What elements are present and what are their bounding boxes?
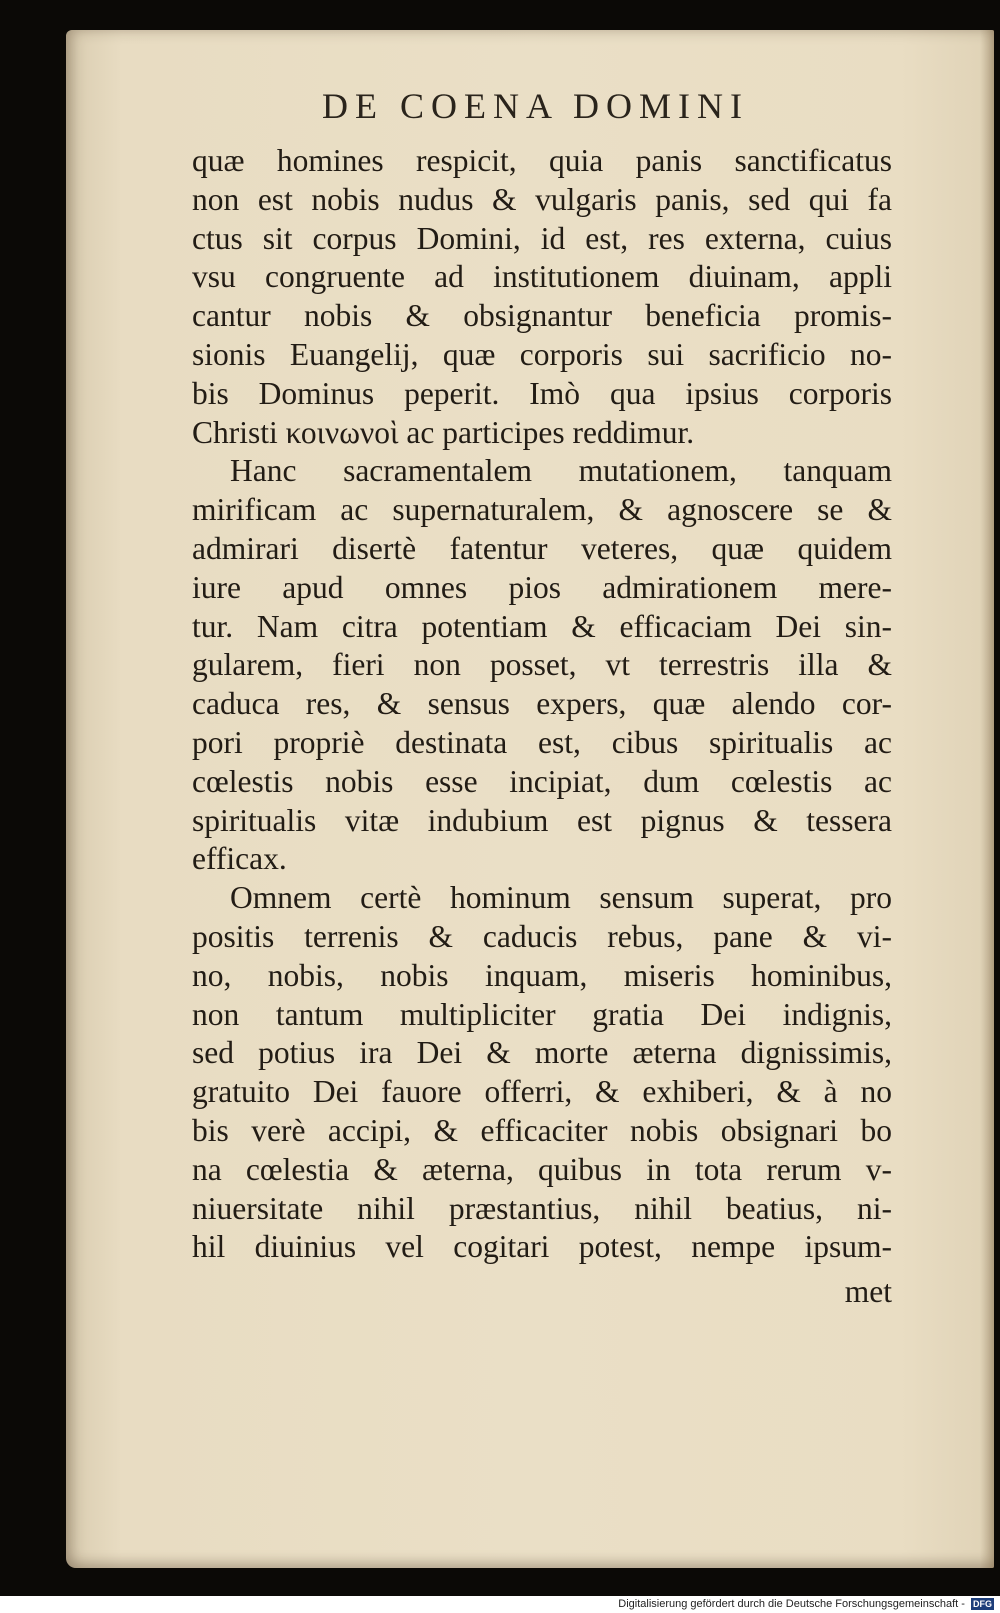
text-line: gratuito Dei fauore offerri, & exhiberi, & à no (192, 1074, 892, 1110)
page-edge-shadow (980, 30, 994, 1568)
text-line: spiritualis vitæ indubium est pignus & tessera (192, 802, 892, 838)
text-line: pori propriè destinata est, cibus spiritualis ac (192, 724, 892, 760)
text-line: efficax. (192, 841, 287, 877)
text-line: Hanc sacramentalem mutationem, tanquam (230, 453, 892, 489)
paragraph-3 (192, 879, 892, 1267)
running-head: DE COENA DOMINI (322, 86, 749, 126)
dfg-logo: DFG (973, 1599, 992, 1610)
text-line: hil diuinius vel cogitari potest, nempe ipsum- (192, 1229, 892, 1265)
paragraph-2 (192, 452, 892, 879)
digitization-footer (618, 1598, 994, 1610)
text-line: cœlestis nobis esse incipiat, dum cœlestis ac (192, 763, 892, 799)
text-line: niuersitate nihil præstantius, nihil beatius, ni- (192, 1190, 892, 1226)
text-line: admirari disertè fatentur veteres, quæ quidem (192, 530, 892, 566)
text-line: gularem, fieri non posset, vt terrestris illa & (192, 647, 892, 683)
text-line: Omnem certè hominum sensum superat, pro (230, 880, 892, 916)
text-line: bis verè accipi, & efficaciter nobis obsignari bo (192, 1112, 892, 1148)
text-line: non tantum multipliciter gratia Dei indignis, (192, 996, 892, 1032)
paragraph-1 (192, 142, 892, 452)
text-line: positis terrenis & caducis rebus, pane & vi- (192, 918, 892, 954)
text-line: iure apud omnes pios admirationem mere- (192, 569, 892, 605)
text-line: sed potius ira Dei & morte æterna dignissimis, (192, 1035, 892, 1071)
text-line: vsu congruente ad institutionem diuinam, appli (192, 259, 892, 295)
text-line: na cœlestia & æterna, quibus in tota rerum v- (192, 1151, 892, 1187)
catchword: met (844, 1274, 892, 1310)
text-line: bis Dominus peperit. Imò qua ipsius corporis (192, 375, 892, 411)
text-line: ctus sit corpus Domini, id est, res externa, cuius (192, 220, 892, 256)
text-line: quæ homines respicit, quia panis sanctificatus (192, 143, 892, 178)
text-line: caduca res, & sensus expers, quæ alendo cor- (192, 686, 892, 722)
text-line: cantur nobis & obsignantur beneficia promis- (192, 298, 892, 334)
text-line: non est nobis nudus & vulgaris panis, sed qui fa (192, 181, 892, 217)
text-line: no, nobis, nobis inquam, miseris hominibus, (192, 957, 892, 993)
text-line: tur. Nam citra potentiam & efficaciam Dei sin- (192, 608, 892, 644)
text-line: mirificam ac supernaturalem, & agnoscere se & (192, 492, 892, 528)
page-text (192, 142, 892, 1312)
text-line: Christi κοινωνοὶ ac participes reddimur. (192, 414, 695, 450)
text-line: sionis Euangelij, quæ corporis sui sacrificio no- (192, 336, 892, 372)
footer-text: Digitalisierung gefördert durch die Deutsche Forschungsgemeinschaft - (618, 1598, 965, 1610)
